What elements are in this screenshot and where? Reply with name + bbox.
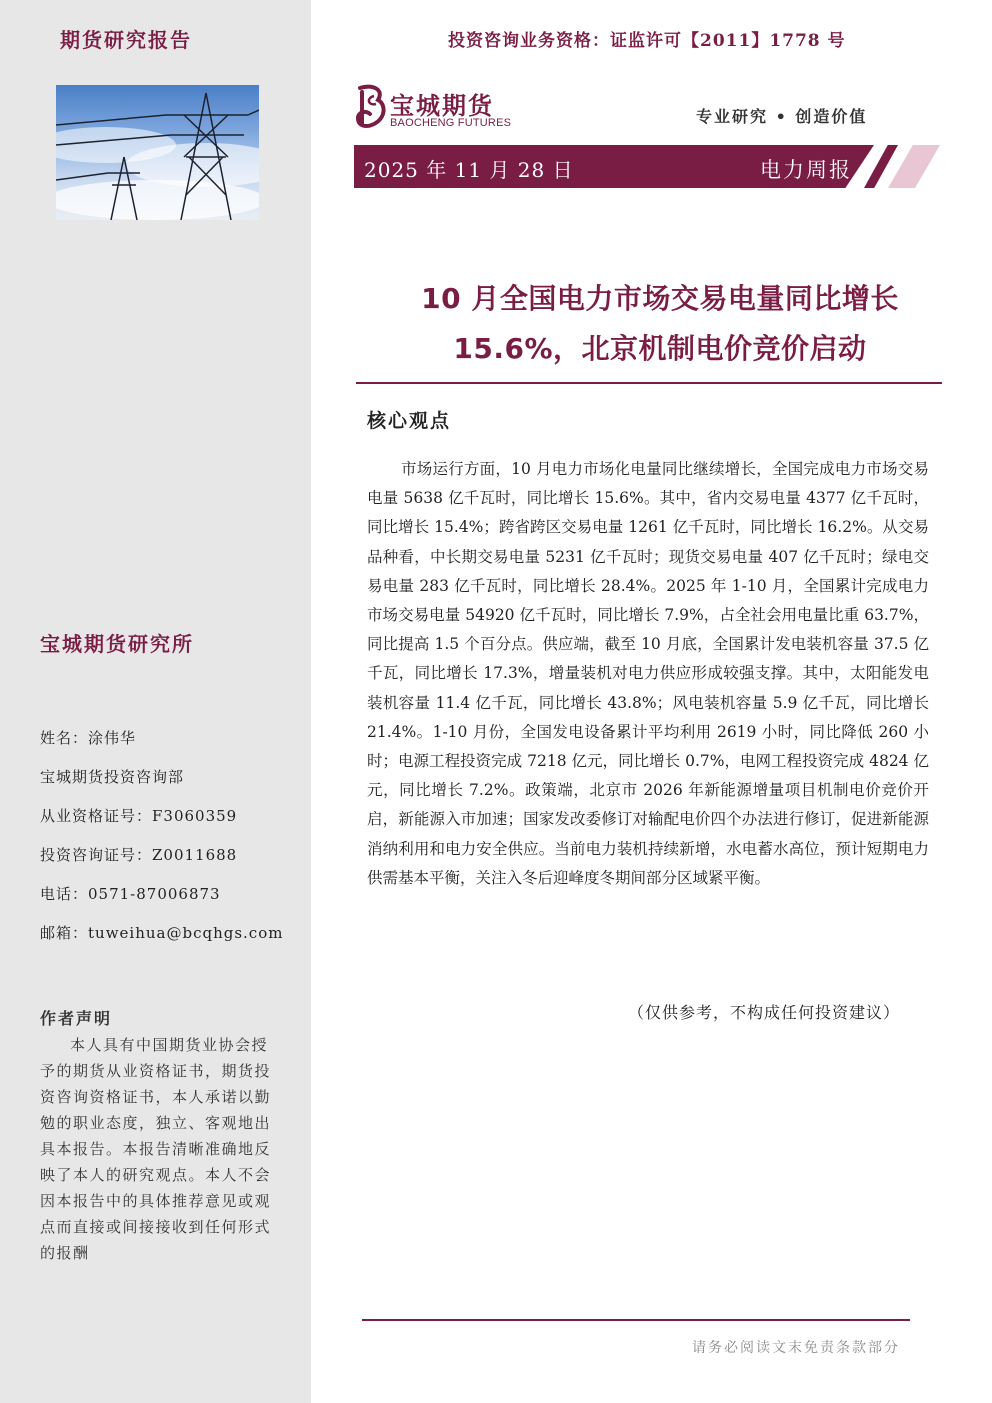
footer-divider xyxy=(362,1319,910,1321)
title-divider xyxy=(356,382,942,384)
analyst-department: 宝城期货投资咨询部 xyxy=(40,768,185,786)
phone-number: 电话：0571-87006873 xyxy=(40,885,221,903)
qualification-number: 从业资格证号：F3060359 xyxy=(40,807,238,825)
logo-mark-icon xyxy=(354,84,388,132)
report-category-label: 期货研究报告 xyxy=(60,28,192,52)
consulting-license-number: 投资咨询证号：Z0011688 xyxy=(40,846,238,864)
core-view-paragraph: 市场运行方面，10 月电力市场化电量同比继续增长，全国完成电力市场交易电量 5638 亿千瓦时，同比增长 15.6%。其中，省内交易电量 4377 亿千瓦时，同比增长 15.4%；跨省跨区交易电量 1261 亿千瓦时，同比增长 16.2%。从交易品种看，中长期交易电量 5231 亿千瓦时；现货交易电量 407 亿千瓦时；绿电交易电量 283 亿千瓦时，同比增长 28.4%。2025 年 1-10 月，全国累计完成电力市场交易电量 54920 亿千瓦时，同比增长 7.9%，占全社会用电量比重 63.7%，同比提高 1.5 个百分点。供应端，截至 10 月底，全国累计发电装机容量 37.5 亿千瓦，同比增长 17.3%，增量装机对电力供应形成较强支撑。其中，太阳能发电装机容量 11.4 亿千瓦，同比增长 43.8%；风电装机容量 5.9 亿千瓦，同比增长 21.4%。1-10 月份，全国发电设备累计平均利用 2619 小时，同比降低 260 小时；电源工程投资完成 7218 亿元，同比增长 0.7%，电网工程投资完成 4824 亿元，同比增长 7.2%。政策端，北京市 2026 年新能源增量项目机制电价竞价开启，新能源入市加速；国家发改委修订对输配电价四个办法进行修订，促进新能源消纳利用和电力安全供应。当前电力装机持续新增，水电蓄水高位，预计短期电力供需基本平衡，关注入冬后迎峰度冬期间部分区域紧平衡。 xyxy=(367,460,929,887)
author-declaration-title: 作者声明 xyxy=(40,1009,113,1028)
email-address[interactable]: 邮箱：tuweihua@bcqhgs.com xyxy=(40,924,284,942)
power-tower-illustration xyxy=(56,85,259,220)
report-title-line-2: 15.6%，北京机制电价竞价启动 xyxy=(453,332,867,365)
core-view-heading: 核心观点 xyxy=(367,410,452,432)
company-slogan: 专业研究 • 创造价值 xyxy=(696,107,868,126)
author-declaration-body: 本人具有中国期货业协会授予的期货从业资格证书，期货投资咨询资格证书，本人承诺以勤勉的职业态度，独立、客观地出具本报告。本报告清晰准确地反映了本人的研究观点。本人不会因本报告中的具体推荐意见或观点而直接或间接接收到任何形式的报酬 xyxy=(40,1036,272,1262)
institute-name: 宝城期货研究所 xyxy=(40,632,194,656)
power-tower-photo xyxy=(56,85,259,220)
report-date: 2025 年 11 月 28 日 xyxy=(364,158,574,182)
reference-only-note: （仅供参考，不构成任何投资建议） xyxy=(628,1003,901,1022)
sidebar xyxy=(0,0,311,1403)
report-title-line-1: 10 月全国电力市场交易电量同比增长 xyxy=(421,282,899,315)
banner-stripe-light xyxy=(888,145,940,188)
company-logo xyxy=(354,84,524,134)
logo-english-name: BAOCHENG FUTURES xyxy=(390,117,512,129)
logo-chinese-name: 宝城期货 xyxy=(390,91,494,120)
report-type: 电力周报 xyxy=(760,158,852,182)
analyst-name: 姓名：涂伟华 xyxy=(40,729,137,747)
license-statement: 投资咨询业务资格：证监许可【2011】1778 号 xyxy=(448,31,846,51)
footer-disclaimer-notice: 请务必阅读文末免责条款部分 xyxy=(692,1340,900,1356)
